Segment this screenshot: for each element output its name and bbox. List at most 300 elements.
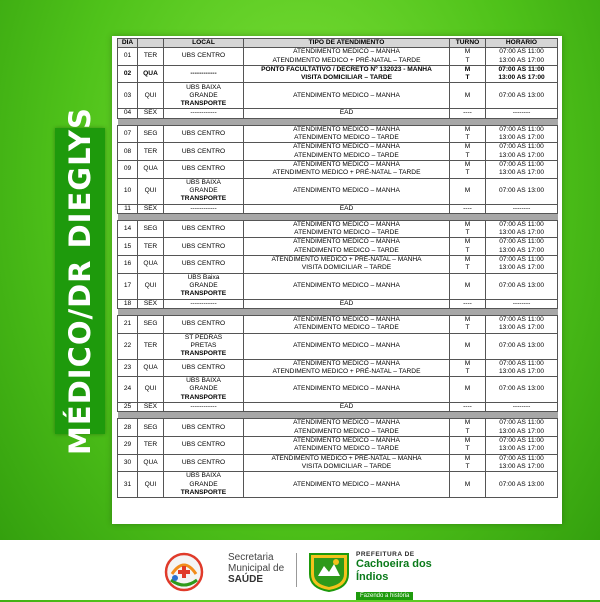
cell-type-line: ATENDIMENTO MEDICO – TARDE (294, 151, 399, 159)
cell-day: 28 (118, 419, 138, 437)
cell-local (164, 238, 244, 256)
cell-hours-line: -------- (512, 299, 531, 307)
week-separator-cell (118, 308, 558, 315)
cell-turn (450, 437, 486, 455)
cell-day: 31 (118, 472, 138, 498)
cell-weekday: QUA (138, 65, 164, 83)
cell-type-line: ATENDIMENTO MEDICO + PRÉ-NATAL – MANHA (271, 256, 422, 264)
cell-hours-line: 13:00 AS 17:00 (498, 229, 545, 237)
cell-hours (486, 220, 558, 238)
cell-local (164, 65, 244, 83)
cell-type (244, 333, 450, 359)
cell-hours (486, 143, 558, 161)
cell-turn (450, 83, 486, 109)
cell-local (164, 359, 244, 377)
cell-turn (450, 48, 486, 66)
cell-local (164, 178, 244, 204)
cell-local (164, 299, 244, 308)
cell-type-line: ATENDIMENTO MEDICO – TARDE (294, 246, 399, 254)
cell-type-line: VISITA DOMICILIAR – TARDE (301, 264, 392, 272)
cell-local (164, 419, 244, 437)
cell-turn-line: M (464, 315, 471, 323)
header-tipo: TIPO DE ATENDIMENTO (244, 39, 450, 48)
cell-turn-line: T (465, 324, 470, 332)
footer (0, 540, 600, 600)
cell-hours-line: 13:00 AS 17:00 (498, 462, 545, 470)
cell-turn-line: M (464, 65, 471, 73)
cell-weekday: TER (138, 238, 164, 256)
table-header-row (118, 39, 558, 48)
cell-hours (486, 125, 558, 143)
table-row (118, 403, 558, 412)
cell-turn (450, 256, 486, 274)
cell-turn-line: M (464, 91, 471, 99)
cell-local (164, 454, 244, 472)
cell-turn (450, 178, 486, 204)
table-row (118, 220, 558, 238)
cell-local-line: TRANSPORTE (180, 488, 227, 496)
cell-turn-line: M (464, 341, 471, 349)
cell-hours-line: -------- (512, 109, 531, 117)
cell-day: 10 (118, 178, 138, 204)
cell-turn-line: T (465, 56, 470, 64)
cell-turn-line: T (465, 367, 470, 375)
cell-weekday: SEG (138, 220, 164, 238)
cell-weekday: QUI (138, 472, 164, 498)
cell-type-line: ATENDIMENTO MEDICO – MANHA (293, 315, 400, 323)
cell-type (244, 377, 450, 403)
cell-day: 14 (118, 220, 138, 238)
cell-type (244, 65, 450, 83)
cell-turn (450, 238, 486, 256)
table-row (118, 48, 558, 66)
cell-weekday: QUI (138, 377, 164, 403)
cell-local (164, 160, 244, 178)
cell-turn-line: M (464, 454, 471, 462)
cell-hours-line: 07:00 AS 11:00 (499, 220, 544, 228)
cell-type (244, 359, 450, 377)
cell-local (164, 220, 244, 238)
city-hall-crest (306, 550, 352, 592)
cell-weekday: SEG (138, 315, 164, 333)
cell-hours (486, 359, 558, 377)
cell-turn-line: M (464, 256, 471, 264)
table-row (118, 333, 558, 359)
cell-type-line: EAD (339, 299, 354, 307)
cell-day: 08 (118, 143, 138, 161)
cell-turn-line: M (464, 143, 471, 151)
cell-type-line: VISITA DOMICILIAR – TARDE (300, 74, 393, 82)
cell-hours-line: 13:00 AS 17:00 (498, 151, 545, 159)
cell-hours (486, 403, 558, 412)
cell-hours (486, 437, 558, 455)
table-row (118, 160, 558, 178)
cell-type (244, 160, 450, 178)
cell-turn-line: T (465, 427, 470, 435)
cell-weekday: QUI (138, 178, 164, 204)
cell-turn (450, 472, 486, 498)
cell-weekday: QUA (138, 359, 164, 377)
cell-type-line: ATENDIMENTO MEDICO – MANHA (293, 385, 400, 393)
cell-local-line: UBS CENTRO (181, 129, 226, 137)
cell-hours (486, 299, 558, 308)
cell-turn-line: T (465, 74, 470, 82)
cell-day: 01 (118, 48, 138, 66)
cell-hours (486, 109, 558, 118)
cell-turn-line: ---- (463, 299, 472, 307)
cell-type (244, 273, 450, 299)
cell-hours (486, 256, 558, 274)
cell-turn (450, 204, 486, 213)
table-row (118, 178, 558, 204)
cell-weekday: QUI (138, 83, 164, 109)
week-separator-cell (118, 213, 558, 220)
cell-turn (450, 160, 486, 178)
cell-local-line: TRANSPORTE (180, 195, 227, 203)
cell-turn-line: M (464, 48, 471, 56)
cell-hours-line: 13:00 AS 17:00 (498, 367, 545, 375)
cell-day: 09 (118, 160, 138, 178)
cell-turn (450, 109, 486, 118)
cell-type-line: ATENDIMENTO MEDICO + PRÉ-NATAL – MANHA (271, 454, 422, 462)
cell-type (244, 83, 450, 109)
cell-hours-line: 07:00 AS 11:00 (499, 160, 544, 168)
cell-type-line: ATENDIMENTO MEDICO – MANHA (293, 160, 400, 168)
cell-local (164, 204, 244, 213)
table-row (118, 83, 558, 109)
table-row (118, 359, 558, 377)
cell-weekday: SEG (138, 419, 164, 437)
cell-local (164, 273, 244, 299)
cell-hours-line: 13:00 AS 17:00 (498, 74, 545, 82)
cell-type-line: ATENDIMENTO MEDICO – MANHA (293, 359, 400, 367)
cell-local-line: GRANDE (189, 281, 218, 289)
secretariat-line2: Municipal de (228, 563, 285, 574)
cell-weekday: SEX (138, 403, 164, 412)
cell-hours (486, 377, 558, 403)
cell-hours-line: 07:00 AS 13:00 (498, 480, 545, 488)
cell-hours-line: 07:00 AS 11:00 (499, 238, 544, 246)
cell-hours-line: 07:00 AS 11:00 (499, 48, 544, 56)
cell-turn-line: ---- (463, 204, 472, 212)
schedule-table (117, 38, 558, 498)
cell-hours (486, 333, 558, 359)
cell-day: 07 (118, 125, 138, 143)
cell-hours-line: 07:00 AS 11:00 (499, 125, 544, 133)
cell-turn-line: M (464, 480, 471, 488)
cell-turn (450, 220, 486, 238)
table-row (118, 377, 558, 403)
cell-local-line: GRANDE (189, 385, 218, 393)
cell-turn-line: M (464, 419, 471, 427)
cell-hours-line: 07:00 AS 13:00 (498, 91, 545, 99)
cell-type-line: ATENDIMENTO MEDICO – MANHA (293, 143, 400, 151)
cell-hours-line: 07:00 AS 13:00 (498, 186, 545, 194)
cell-weekday: SEX (138, 109, 164, 118)
cell-turn-line: M (464, 220, 471, 228)
cell-day: 04 (118, 109, 138, 118)
cell-type (244, 299, 450, 308)
cell-hours (486, 238, 558, 256)
header-local: LOCAL (164, 39, 244, 48)
cell-weekday: SEG (138, 125, 164, 143)
cell-turn-line: M (464, 160, 471, 168)
week-separator-cell (118, 412, 558, 419)
cell-turn (450, 143, 486, 161)
cell-day: 16 (118, 256, 138, 274)
cell-type-line: ATENDIMENTO MEDICO + PRÉ-NATAL – TARDE (272, 56, 421, 64)
cell-turn-line: ---- (463, 403, 472, 411)
cell-local-line: UBS CENTRO (181, 225, 226, 232)
cell-type (244, 454, 450, 472)
cell-type (244, 419, 450, 437)
cell-type-line: EAD (339, 403, 354, 411)
cell-weekday: QUA (138, 160, 164, 178)
cell-weekday: QUA (138, 256, 164, 274)
cell-type-line: ATENDIMENTO MEDICO – TARDE (294, 427, 399, 435)
cell-type (244, 125, 450, 143)
header-dow (138, 39, 164, 48)
cell-weekday: TER (138, 333, 164, 359)
cell-local-line: ------------ (190, 403, 217, 411)
health-secretariat-logo (163, 552, 205, 592)
cell-hours (486, 472, 558, 498)
secretariat-line1: Secretaria (228, 552, 274, 563)
week-separator-cell (118, 118, 558, 125)
cell-type-line: ATENDIMENTO MEDICO – MANHA (293, 480, 400, 488)
cell-hours-line: 07:00 AS 11:00 (499, 419, 544, 427)
cell-type-line: EAD (339, 204, 354, 212)
secretariat-text (228, 552, 284, 585)
schedule-body (118, 48, 558, 498)
cell-turn-line: M (464, 238, 471, 246)
cell-turn-line: T (465, 445, 470, 453)
cell-local-line: ------------ (190, 299, 217, 307)
cell-day: 18 (118, 299, 138, 308)
cell-local-line: UBS CENTRO (181, 363, 226, 371)
cell-local-line: UBS CENTRO (181, 441, 226, 449)
cell-turn (450, 403, 486, 412)
cell-day: 24 (118, 377, 138, 403)
cell-hours (486, 454, 558, 472)
cell-local-line: UBS BAIXA (186, 472, 221, 480)
cell-local-line: GRANDE (189, 91, 218, 99)
city-hall-text (356, 551, 442, 602)
cell-local (164, 125, 244, 143)
cell-type (244, 48, 450, 66)
table-row (118, 315, 558, 333)
city-hall-label: PREFEITURA DE (356, 551, 415, 558)
table-row (118, 204, 558, 213)
cell-local-line: PRETAS (190, 341, 217, 349)
cell-local-line: TRANSPORTE (180, 350, 227, 358)
cell-hours-line: 07:00 AS 11:00 (499, 359, 544, 367)
table-row (118, 65, 558, 83)
cell-turn-line: M (464, 186, 471, 194)
cell-day: 03 (118, 83, 138, 109)
cell-type (244, 315, 450, 333)
cell-hours (486, 204, 558, 213)
cell-hours-line: 13:00 AS 17:00 (498, 134, 545, 142)
cell-type-line: ATENDIMENTO MEDICO – MANHA (293, 186, 400, 194)
cell-hours-line: 07:00 AS 11:00 (499, 315, 544, 323)
week-separator (118, 412, 558, 419)
cell-turn-line: T (465, 151, 470, 159)
cell-turn (450, 454, 486, 472)
cell-hours (486, 178, 558, 204)
cell-day: 11 (118, 204, 138, 213)
cell-turn-line: T (465, 134, 470, 142)
cell-local-line: UBS Baixa (187, 273, 220, 281)
cell-turn (450, 359, 486, 377)
cell-local-line: UBS BAIXA (186, 178, 221, 186)
cell-weekday: SEX (138, 299, 164, 308)
cell-hours (486, 160, 558, 178)
cell-hours-line: -------- (512, 403, 531, 411)
table-row (118, 256, 558, 274)
cell-local-line: UBS CENTRO (181, 260, 226, 268)
cell-local-line: UBS BAIXA (186, 377, 221, 385)
secretariat-line3: SAÚDE (228, 574, 264, 585)
cell-turn-line: ---- (463, 109, 472, 117)
cell-type (244, 143, 450, 161)
cell-day: 15 (118, 238, 138, 256)
cell-local (164, 143, 244, 161)
cell-local-line: ------------ (190, 204, 217, 212)
cell-type-line: VISITA DOMICILIAR – TARDE (301, 462, 392, 470)
cell-turn-line: T (465, 229, 470, 237)
cell-local-line: ST PEDRAS (184, 333, 223, 341)
cell-turn (450, 125, 486, 143)
cell-weekday: QUA (138, 454, 164, 472)
cell-turn-line: M (464, 359, 471, 367)
cell-type-line: ATENDIMENTO MEDICO – TARDE (294, 324, 399, 332)
table-row (118, 109, 558, 118)
cell-turn-line: T (465, 462, 470, 470)
cell-hours-line: 07:00 AS 13:00 (498, 385, 545, 393)
cell-local (164, 109, 244, 118)
cell-type (244, 220, 450, 238)
table-row (118, 238, 558, 256)
cell-hours-line: 07:00 AS 11:00 (499, 143, 544, 151)
cell-local-line: TRANSPORTE (180, 393, 227, 401)
cell-hours-line: 13:00 AS 17:00 (498, 324, 545, 332)
cell-weekday: TER (138, 48, 164, 66)
cell-local-line: UBS CENTRO (181, 242, 226, 250)
cell-turn (450, 419, 486, 437)
week-separator (118, 213, 558, 220)
cell-hours (486, 315, 558, 333)
header-horario: HORARIO (486, 39, 558, 48)
cell-hours (486, 83, 558, 109)
cell-hours-line: 13:00 AS 17:00 (498, 56, 545, 64)
cell-local-line: TRANSPORTE (180, 100, 227, 108)
cell-local (164, 377, 244, 403)
cell-local-line: UBS CENTRO (181, 52, 226, 60)
cell-local (164, 437, 244, 455)
cell-hours-line: 13:00 AS 17:00 (498, 169, 545, 177)
cell-weekday: SEX (138, 204, 164, 213)
cell-type (244, 178, 450, 204)
cell-type-line: ATENDIMENTO MEDICO – TARDE (294, 229, 399, 237)
cell-type-line: EAD (339, 109, 354, 117)
cell-local-line: UBS CENTRO (181, 320, 226, 328)
cell-local-line: UBS CENTRO (181, 147, 226, 155)
cell-type (244, 437, 450, 455)
cell-type-line: ATENDIMENTO MEDICO – MANHA (293, 281, 400, 289)
cell-local-line: TRANSPORTE (180, 290, 227, 298)
cell-hours (486, 65, 558, 83)
cell-day: 25 (118, 403, 138, 412)
cell-day: 29 (118, 437, 138, 455)
cell-local-line: ------------ (190, 109, 217, 117)
cell-turn (450, 333, 486, 359)
table-row (118, 143, 558, 161)
cell-day: 02 (118, 65, 138, 83)
cell-local (164, 315, 244, 333)
week-separator (118, 308, 558, 315)
cell-weekday: TER (138, 437, 164, 455)
cell-type-line: ATENDIMENTO MEDICO – MANHA (293, 341, 400, 349)
cell-turn-line: T (465, 264, 470, 272)
cell-hours-line: 07:00 AS 11:00 (499, 454, 544, 462)
doctor-banner (55, 107, 105, 455)
cell-local (164, 48, 244, 66)
cell-hours-line: 13:00 AS 17:00 (498, 246, 545, 254)
cell-turn (450, 273, 486, 299)
cell-hours-line: 13:00 AS 17:00 (498, 445, 545, 453)
cell-weekday: QUI (138, 273, 164, 299)
cell-day: 30 (118, 454, 138, 472)
cell-local-line: GRANDE (189, 480, 218, 488)
cell-day: 17 (118, 273, 138, 299)
cell-hours (486, 419, 558, 437)
cell-type-line: ATENDIMENTO MEDICO + PRÉ-NATAL – TARDE (272, 367, 421, 375)
cell-hours-line: 07:00 AS 11:00 (499, 256, 544, 264)
cell-turn (450, 65, 486, 83)
cell-type (244, 472, 450, 498)
footer-divider (296, 553, 297, 587)
cell-type-line: ATENDIMENTO MEDICO – MANHA (293, 91, 400, 99)
cell-type-line: ATENDIMENTO MEDICO – MANHA (293, 48, 400, 56)
schedule-sheet (112, 36, 562, 524)
cell-hours-line: 07:00 AS 11:00 (498, 65, 545, 73)
cell-type-line: ATENDIMENTO MEDICO – TARDE (294, 134, 399, 142)
cell-local-line: GRANDE (189, 186, 218, 194)
header-turno: TURNO (450, 39, 486, 48)
cell-type (244, 256, 450, 274)
cell-type (244, 238, 450, 256)
cell-local (164, 256, 244, 274)
cell-hours-line: 07:00 AS 11:00 (499, 437, 544, 445)
cell-local-line: UBS CENTRO (181, 165, 226, 173)
cell-local (164, 333, 244, 359)
cell-type-line: PONTO FACULTATIVO / DECRETO Nº 132023 - MANHA (261, 65, 432, 73)
table-row (118, 454, 558, 472)
cell-local-line: UBS CENTRO (181, 423, 226, 431)
cell-hours-line: 07:00 AS 13:00 (498, 281, 545, 289)
cell-turn-line: M (464, 437, 471, 445)
cell-day: 22 (118, 333, 138, 359)
city-slogan: Fazendo a história (356, 592, 413, 600)
city-name: Cachoeira dos Índios (356, 558, 432, 583)
table-row (118, 125, 558, 143)
cell-type-line: ATENDIMENTO MEDICO – TARDE (294, 445, 399, 453)
banner-title: MÉDICO/DR DIEGLYS (63, 107, 97, 455)
cell-turn-line: M (464, 281, 471, 289)
cell-type-line: ATENDIMENTO MEDICO – MANHA (293, 220, 400, 228)
cell-local-line: UBS CENTRO (181, 458, 226, 466)
